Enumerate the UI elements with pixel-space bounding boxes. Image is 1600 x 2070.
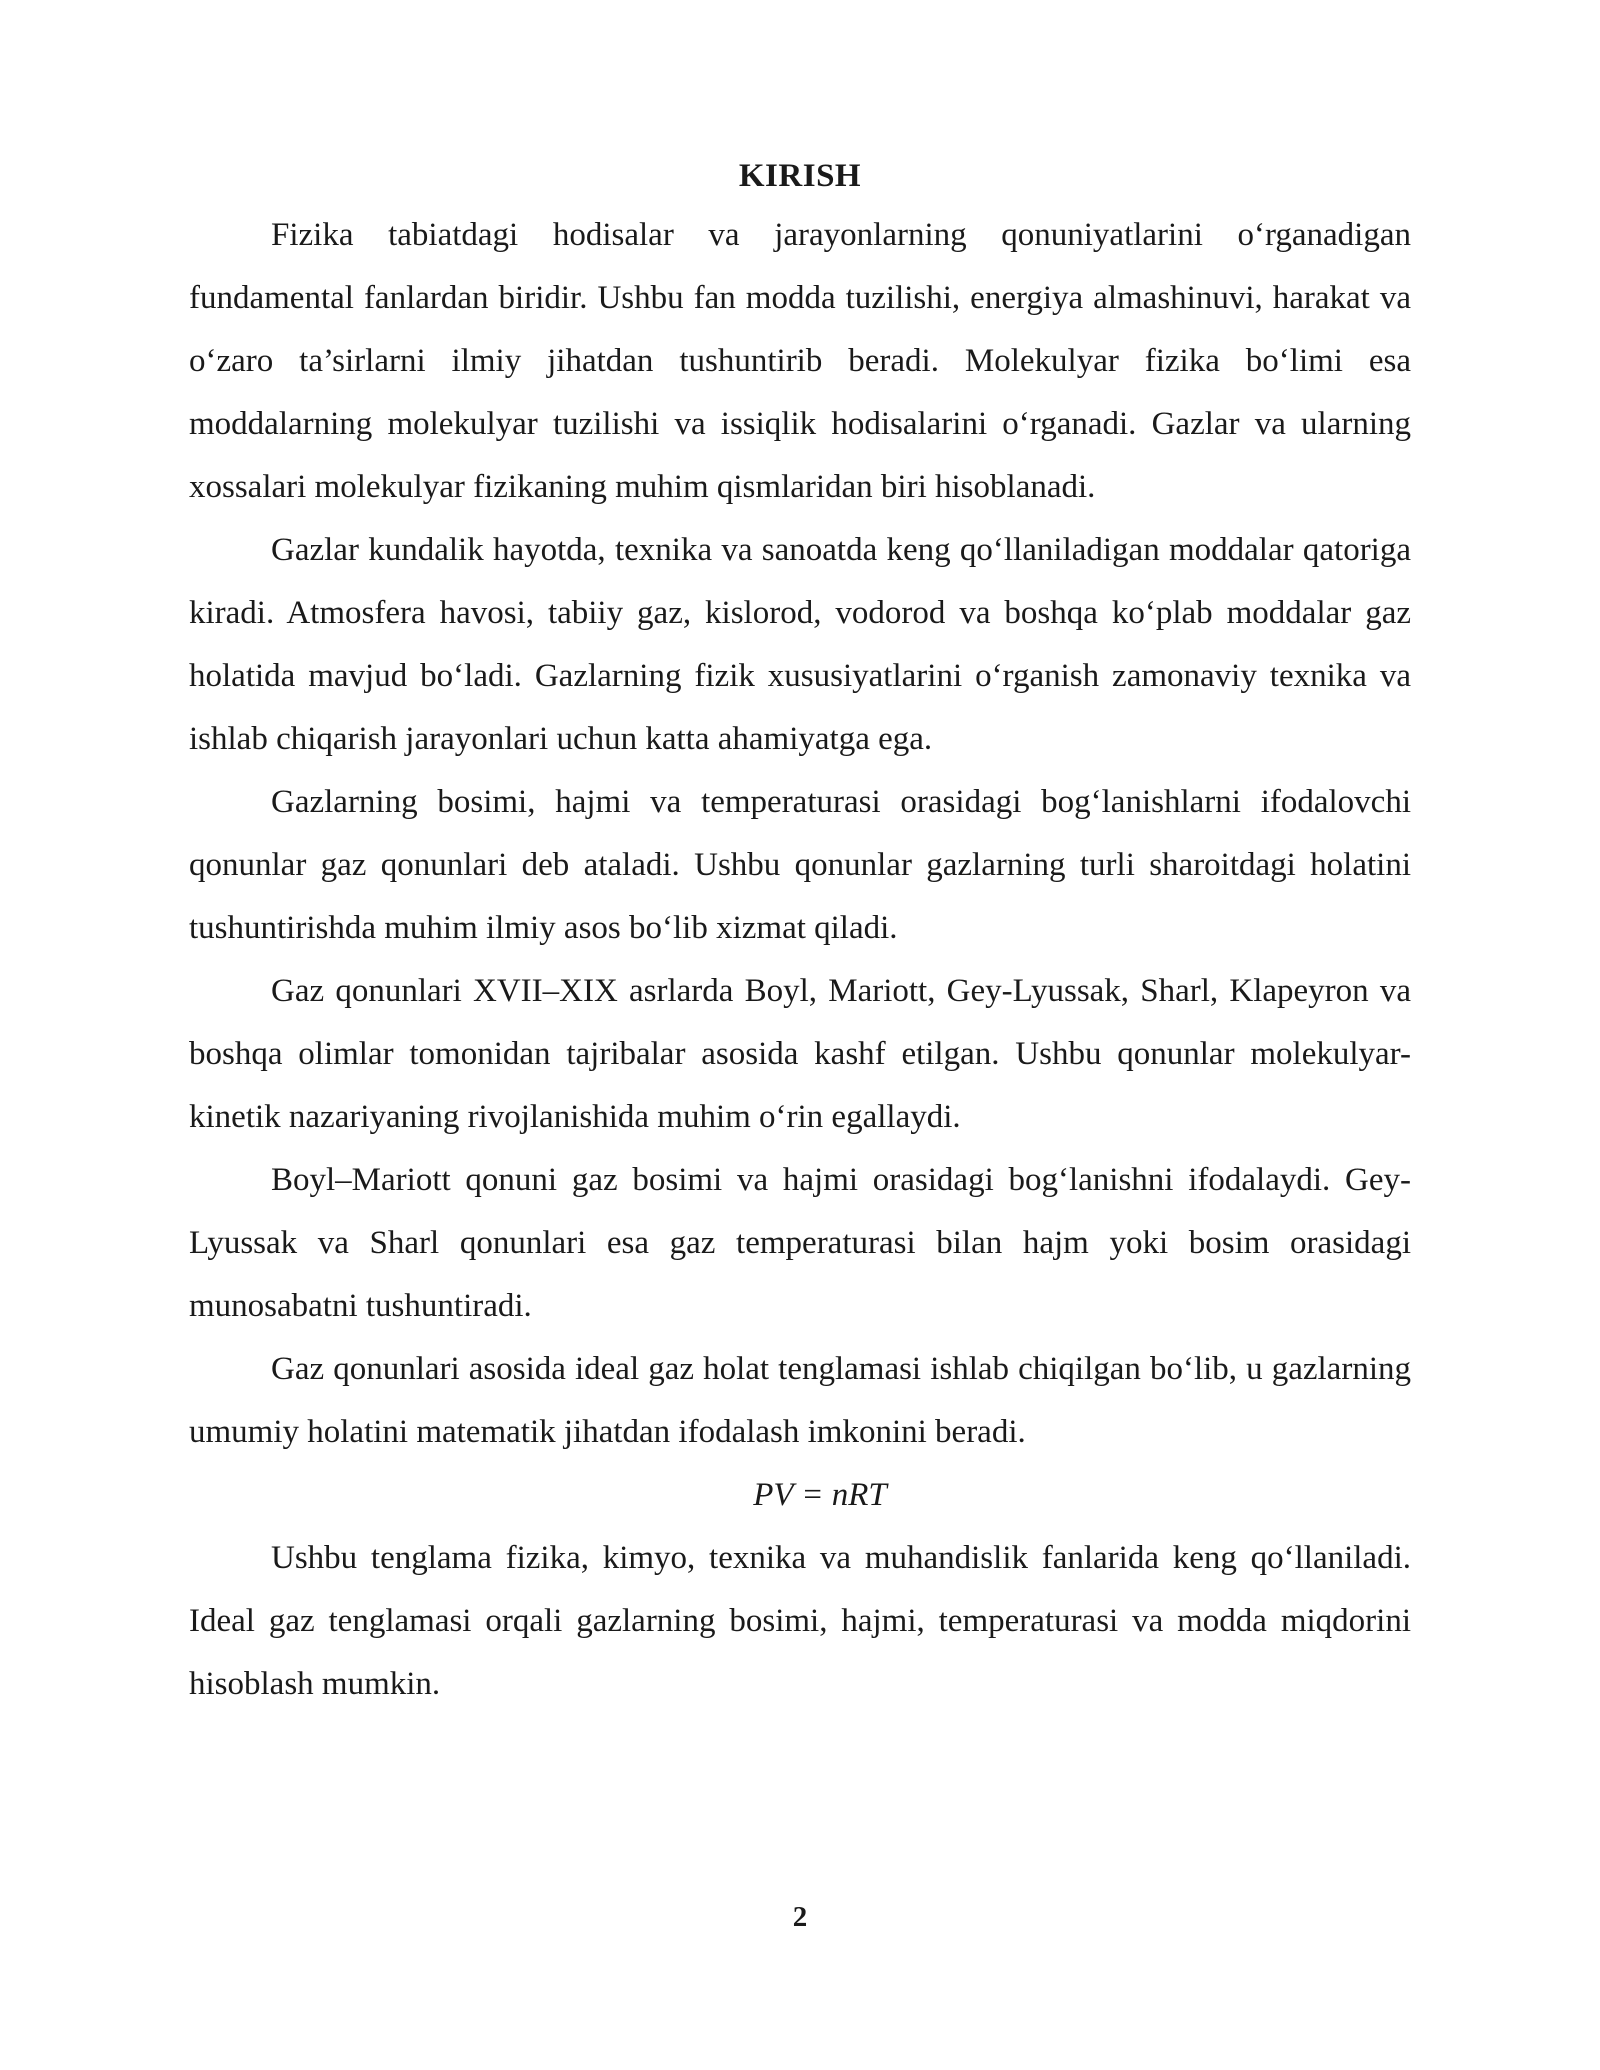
paragraph-gas-laws-history: Gaz qonunlari XVII–XIX asrlarda Boyl, Mariott, Gey-Lyussak, Sharl, Klapeyron va boshqa olimlar tomonidan tajribalar asosida kashf etilgan. Ushbu qonunlar molekulyar-kinetik nazariyaning rivojlanishida muhim o‘rin egallaydi.: [189, 973, 1411, 1135]
ideal-gas-formula: PV = nRT: [753, 1477, 887, 1513]
paragraph-closing: Ushbu tenglama fizika, kimyo, texnika va muhandislik fanlarida keng qo‘llaniladi. Ideal gaz tenglamasi orqali gazlarning bosimi, hajmi, temperaturasi va modda miqdorini hisoblash mumkin.: [189, 1540, 1411, 1702]
paragraph-gas-laws-definition: Gazlarning bosimi, hajmi va temperaturasi orasidagi bog‘lanishlarni ifodalovchi qonunlar gaz qonunlari deb ataladi. Ushbu qonunlar gazlarning turli sharoitdagi holatini tushuntirishda muhim ilmiy asos bo‘lib xizmat qiladi.: [189, 784, 1411, 946]
paragraph-boyle-mariotte: Boyl–Mariott qonuni gaz bosimi va hajmi orasidagi bog‘lanishni ifodalaydi. Gey-Lyussak va Sharl qonunlari esa gaz temperaturasi bilan hajm yoki bosim orasidagi munosabatni tushuntiradi.: [189, 1162, 1411, 1324]
paragraph-gases-everyday: Gazlar kundalik hayotda, texnika va sanoatda keng qo‘llaniladigan moddalar qatoriga kiradi. Atmosfera havosi, tabiiy gaz, kislorod, vodorod va boshqa ko‘plab moddalar gaz holatida mavjud bo‘ladi. Gazlarning fizik xususiyatlarini o‘rganish zamonaviy texnika va ishlab chiqarish jarayonlari uchun katta ahamiyatga ega.: [189, 532, 1411, 757]
page-body: [189, 148, 1411, 1716]
page-title: KIRISH: [738, 158, 862, 194]
page-number: 2: [792, 1901, 808, 1933]
paragraph-ideal-gas-intro: Gaz qonunlari asosida ideal gaz holat tenglamasi ishlab chiqilgan bo‘lib, u gazlarning umumiy holatini matematik jihatdan ifodalash imkonini beradi.: [189, 1351, 1411, 1450]
paragraph-intro-physics: Fizika tabiatdagi hodisalar va jarayonlarning qonuniyatlarini o‘rganadigan fundamental fanlardan biridir. Ushbu fan modda tuzilishi, energiya almashinuvi, harakat va o‘zaro ta’sirlarni ilmiy jihatdan tushuntirib beradi. Molekulyar fizika bo‘limi esa moddalarning molekulyar tuzilishi va issiqlik hodisalarini o‘rganadi. Gazlar va ularning xossalari molekulyar fizikaning muhim qismlaridan biri hisoblanadi.: [189, 217, 1411, 505]
